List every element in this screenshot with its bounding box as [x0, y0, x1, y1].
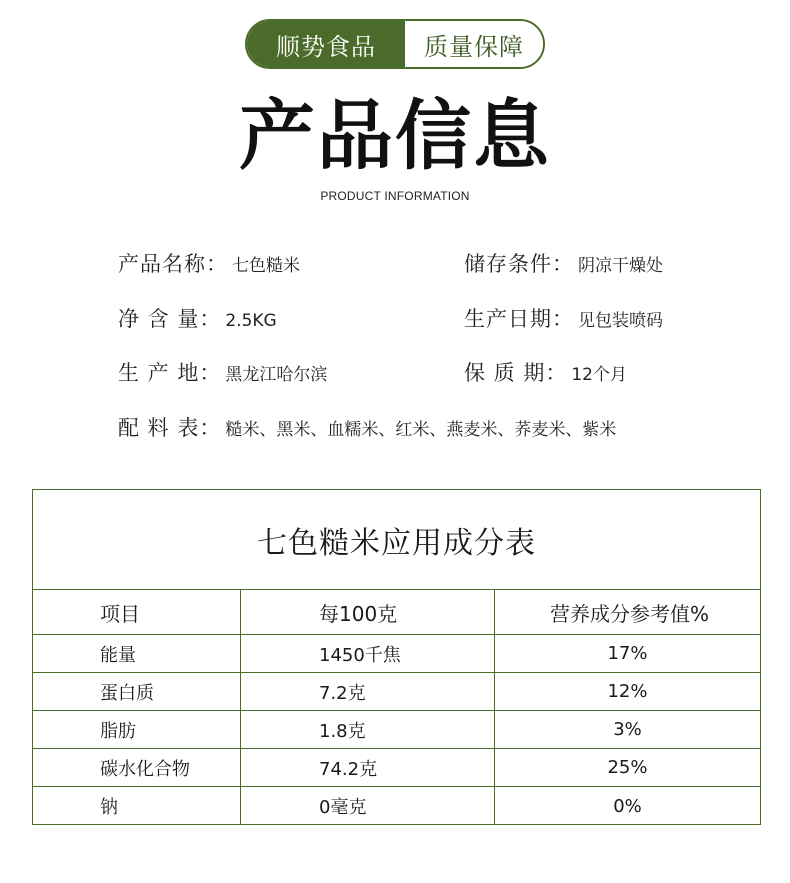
info-label: 净 含 量：: [118, 307, 222, 331]
info-label: 产品名称：: [118, 252, 228, 276]
info-product-name: [118, 248, 300, 278]
info-value: 12个月: [571, 365, 627, 385]
table-row: [33, 749, 760, 787]
table-cell: 1450千焦: [241, 635, 495, 672]
header-cell: 项目: [33, 590, 241, 634]
info-label: 生产日期：: [464, 307, 574, 331]
page-subtitle: PRODUCT INFORMATION: [320, 189, 470, 203]
info-value: 七色糙米: [232, 256, 300, 276]
info-value: 阴凉干燥处: [578, 256, 663, 276]
page-title: 产品信息: [239, 91, 551, 180]
info-ingredients: [118, 412, 616, 442]
table-cell: 0毫克: [241, 787, 495, 825]
info-label: 配 料 表：: [118, 416, 222, 440]
table-cell: 3%: [613, 719, 642, 740]
info-label: 储存条件：: [464, 252, 574, 276]
table-cell: 碳水化合物: [33, 749, 241, 786]
table-cell: 脂肪: [33, 711, 241, 748]
info-label: 保 质 期：: [464, 361, 568, 385]
table-cell: 25%: [607, 757, 648, 778]
info-shelf-life: [464, 357, 627, 387]
table-row: [33, 673, 760, 711]
table-cell: 1.8克: [241, 711, 495, 748]
table-cell: 74.2克: [241, 749, 495, 786]
quality-tag: 质量保障: [405, 21, 543, 67]
info-production-date: [464, 303, 663, 333]
table-cell: 蛋白质: [33, 673, 241, 710]
table-cell: 12%: [607, 681, 648, 702]
table-header-row: [33, 590, 760, 635]
nutrition-table: [32, 489, 761, 825]
table-title: 七色糙米应用成分表: [33, 490, 760, 590]
table-row: [33, 635, 760, 673]
info-origin: [118, 357, 327, 387]
table-cell: 钠: [33, 787, 241, 825]
brand-name: 顺势食品: [247, 21, 405, 67]
brand-badge: [245, 19, 545, 69]
info-storage: [464, 248, 663, 278]
info-net-weight: [118, 303, 277, 333]
info-value: 糙米、黑米、血糯米、红米、燕麦米、荞麦米、紫米: [225, 420, 617, 440]
info-value: 黑龙江哈尔滨: [225, 365, 328, 385]
table-row: [33, 787, 760, 825]
table-cell: 0%: [613, 795, 642, 817]
info-value: 见包装喷码: [578, 311, 663, 331]
table-cell: 17%: [607, 643, 648, 664]
header-cell: 营养成分参考值%: [549, 601, 709, 626]
info-label: 生 产 地：: [118, 361, 222, 385]
info-value: 2.5KG: [225, 311, 277, 331]
table-row: [33, 711, 760, 749]
table-cell: 能量: [33, 635, 241, 672]
header-cell: 每100克: [241, 590, 495, 634]
table-cell: 7.2克: [241, 673, 495, 710]
